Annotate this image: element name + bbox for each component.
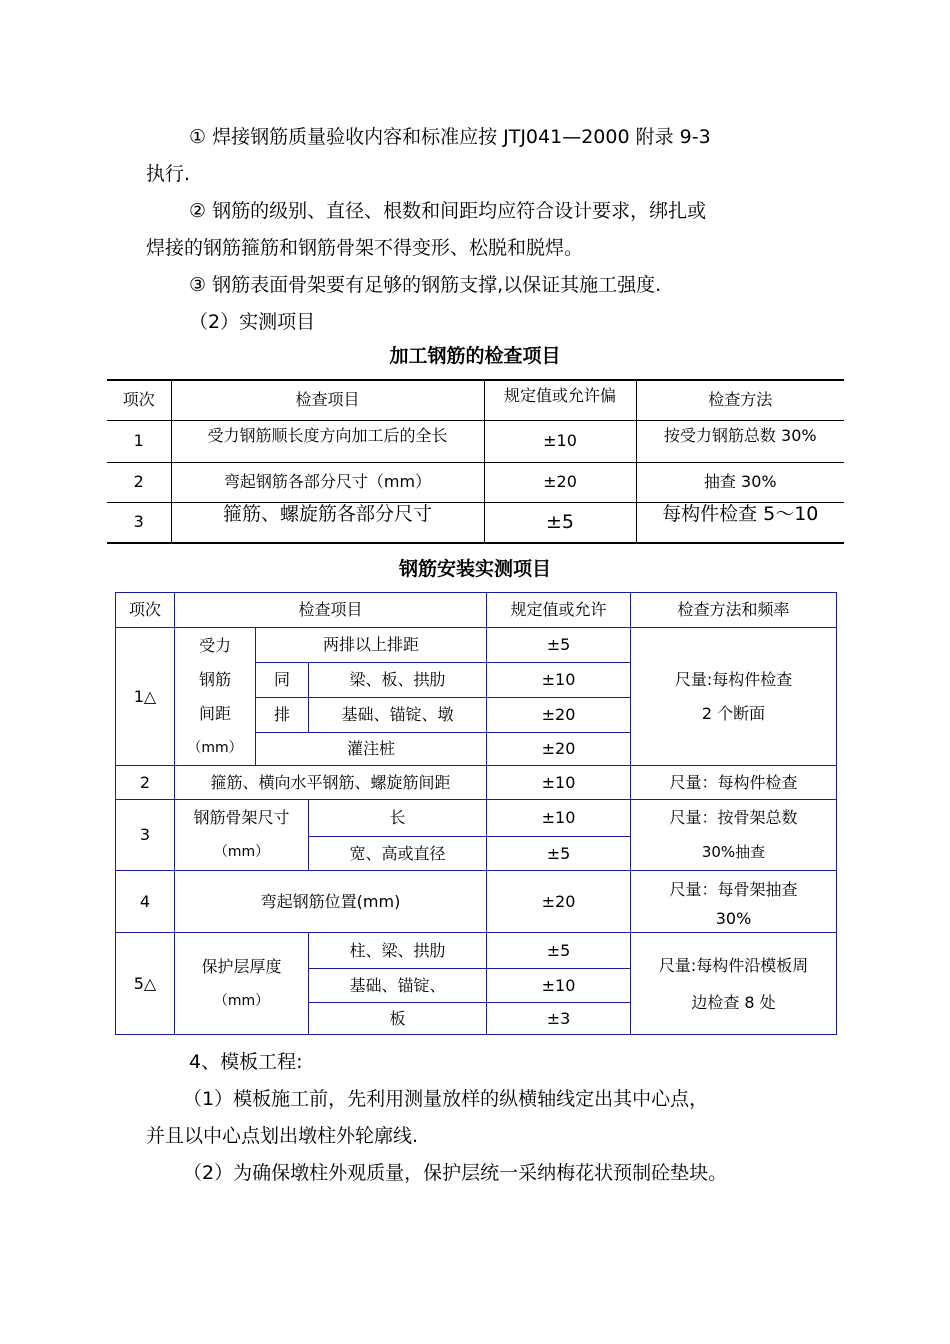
group-line: 钢筋 — [198, 669, 231, 689]
cell: 箍筋、螺旋筋各部分尺寸 — [171, 502, 484, 543]
method-line: 边检查 8 处 — [691, 992, 776, 1012]
group-line: （mm） — [187, 739, 243, 756]
table-row — [107, 462, 844, 502]
cell: 两排以上排距 — [256, 628, 487, 663]
cell-item-no: 5△ — [116, 933, 175, 1035]
header-cell: 规定值或允许偏 — [484, 380, 636, 420]
cell-tong: 同 — [256, 663, 309, 698]
cell: 基础、锚锭、墩 — [309, 698, 487, 733]
method-line: 尺量：每骨架抽查 — [669, 879, 798, 899]
table-row — [116, 628, 837, 663]
paragraph-2-line-1: ② 钢筋的级别、直径、根数和间距均应符合设计要求，绑扎或 — [189, 200, 707, 222]
header-cell: 规定值或允许 — [487, 593, 631, 628]
header-cell: 项次 — [107, 380, 171, 420]
header-cell: 检查项目 — [171, 380, 484, 420]
cell: ±20 — [484, 462, 636, 502]
method-line: 2 个断面 — [701, 703, 766, 723]
cell: 板 — [309, 1003, 487, 1035]
group-line: 钢筋骨架尺寸 — [193, 808, 290, 827]
cell: 基础、锚锭、 — [309, 969, 487, 1003]
table-row — [116, 766, 837, 800]
cell-item-no: 1△ — [116, 628, 175, 766]
table-row — [107, 420, 844, 462]
cell-method — [631, 933, 837, 1035]
cell: 每构件检查 5～10 — [636, 502, 844, 543]
group-line: 受力 — [198, 635, 231, 655]
paragraph-2-line-2: 焊接的钢筋箍筋和钢筋骨架不得变形、松脱和脱焊。 — [146, 237, 584, 259]
cell: 弯起钢筋各部分尺寸（mm） — [171, 462, 484, 502]
cell: ±5 — [484, 502, 636, 543]
header-cell: 检查方法 — [636, 380, 844, 420]
table-row — [116, 871, 837, 933]
table2-title: 钢筋安装实测项目 — [398, 558, 551, 580]
cell-group-label — [175, 933, 309, 1035]
method-line: 30%抽查 — [701, 843, 766, 861]
paragraph-1-line-1: ① 焊接钢筋质量验收内容和标准应按 JTJ041—2000 附录 9-3 — [189, 126, 711, 148]
table-row — [107, 502, 844, 543]
cell: 2 — [107, 462, 171, 502]
group-line: （mm） — [213, 844, 270, 860]
method-line: 尺量:每构件检查 — [674, 669, 793, 689]
cell-method: 尺量：每构件检查 — [631, 766, 837, 800]
cell: 3 — [107, 502, 171, 543]
paragraph-3: ③ 钢筋表面骨架要有足够的钢筋支撑,以保证其施工强度. — [189, 274, 662, 296]
header-cell: 项次 — [116, 593, 175, 628]
cell-method — [631, 800, 837, 871]
cell: ±3 — [487, 1003, 631, 1035]
rebar-processing-table — [107, 379, 844, 544]
cell-item-no: 3 — [116, 800, 175, 871]
cell: 梁、板、拱肋 — [309, 663, 487, 698]
header-cell: 检查方法和频率 — [631, 593, 837, 628]
formwork-paragraph-1-line-1: （1）模板施工前，先利用测量放样的纵横轴线定出其中心点， — [183, 1088, 709, 1110]
cell-method — [631, 871, 837, 933]
rebar-installation-table — [115, 592, 837, 1035]
cell: ±5 — [487, 933, 631, 969]
group-line: 保护层厚度 — [201, 956, 282, 976]
cell: 按受力钢筋总数 30% — [636, 420, 844, 462]
section-heading-measured-items: （2）实测项目 — [189, 311, 316, 333]
table-header-row — [116, 593, 837, 628]
cell: ±10 — [487, 663, 631, 698]
cell: 弯起钢筋位置(mm) — [175, 871, 487, 933]
cell: 宽、高或直径 — [309, 837, 487, 871]
cell: ±5 — [487, 628, 631, 663]
cell: ±10 — [487, 800, 631, 837]
formwork-paragraph-1-line-2: 并且以中心点划出墩柱外轮廓线. — [146, 1125, 419, 1147]
cell: 长 — [309, 800, 487, 837]
method-line: 尺量:每构件沿模板周 — [658, 955, 809, 975]
cell: 灌注桩 — [256, 733, 487, 766]
table1-title: 加工钢筋的检查项目 — [389, 345, 561, 367]
cell: ±20 — [487, 733, 631, 766]
cell-item-no: 4 — [116, 871, 175, 933]
cell: ±10 — [487, 969, 631, 1003]
cell: 受力钢筋顺长度方向加工后的全长 — [171, 420, 484, 462]
cell: ±10 — [487, 766, 631, 800]
method-line: 30% — [715, 908, 752, 928]
cell: ±20 — [487, 871, 631, 933]
formwork-paragraph-2: （2）为确保墩柱外观质量，保护层统一采纳梅花状预制砼垫块。 — [183, 1162, 728, 1184]
cell-method — [631, 628, 837, 766]
cell-item-no: 2 — [116, 766, 175, 800]
cell: ±10 — [484, 420, 636, 462]
paragraph-1-line-2: 执行. — [146, 163, 191, 185]
cell: ±20 — [487, 698, 631, 733]
cell: 箍筋、横向水平钢筋、螺旋筋间距 — [175, 766, 487, 800]
method-line: 尺量：按骨架总数 — [669, 808, 798, 827]
cell: 柱、梁、拱肋 — [309, 933, 487, 969]
section-heading-formwork: 4、模板工程: — [189, 1051, 303, 1073]
group-line: （mm） — [213, 992, 270, 1009]
table-row — [116, 933, 837, 969]
cell: 抽查 30% — [636, 462, 844, 502]
table-row — [116, 800, 837, 837]
cell-group-label — [175, 800, 309, 871]
cell-pai: 排 — [256, 698, 309, 733]
table-header-row — [107, 380, 844, 420]
group-line: 间距 — [198, 703, 231, 723]
cell: ±5 — [487, 837, 631, 871]
header-cell: 检查项目 — [175, 593, 487, 628]
cell: 1 — [107, 420, 171, 462]
cell-group-label — [175, 628, 256, 766]
